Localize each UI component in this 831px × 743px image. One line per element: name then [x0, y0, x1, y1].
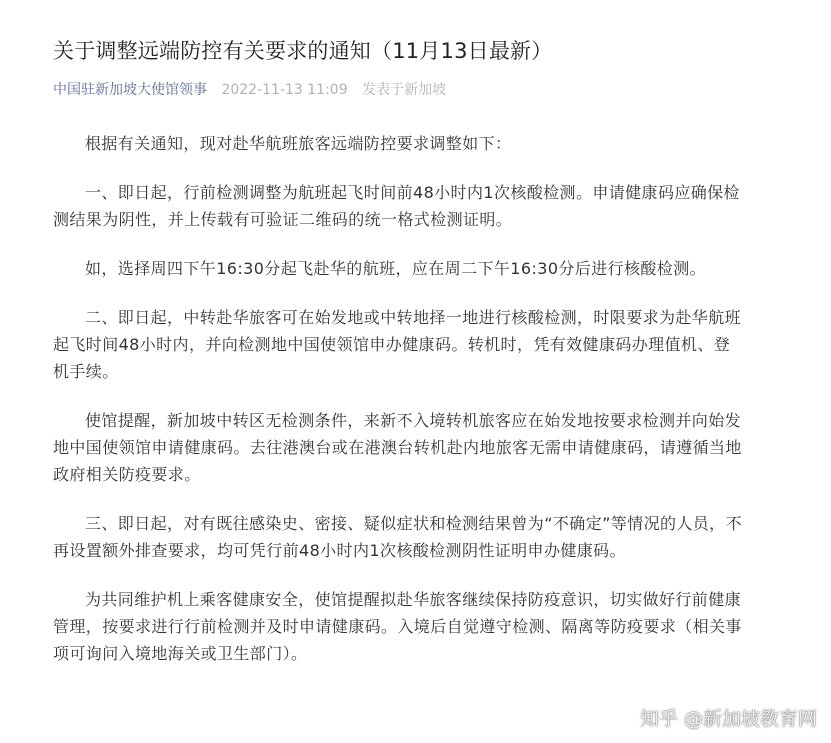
- author-link[interactable]: 中国驻新加坡大使馆领事: [53, 82, 207, 98]
- watermark: 知乎 @新加坡教育网: [639, 708, 817, 730]
- publish-location: 发表于新加坡: [362, 82, 447, 98]
- paragraph: 为共同维护机上乘客健康安全，使馆提醒拟赴华旅客继续保持防疫意识，切实做好行前健康管理，按要求进行行前检测并及时申请健康码。入境后自觉遵守检测、隔离等防疫要求（相关事项可询问入境地海关或卫生部门）。: [53, 590, 742, 663]
- article-body: [53, 130, 743, 689]
- paragraph: 二、即日起，中转赴华旅客可在始发地或中转地择一地进行核酸检测，时限要求为赴华航班起飞时间48小时内，并向检测地中国使领馆申办健康码。转机时，凭有效健康码办理值机、登机手续。: [53, 308, 742, 381]
- paragraph: 一、即日起，行前检测调整为航班起飞时间前48小时内1次核酸检测。申请健康码应确保检测结果为阴性，并上传载有可验证二维码的统一格式检测证明。: [53, 183, 740, 229]
- publish-date: 2022-11-13 11:09: [221, 82, 348, 98]
- paragraph: 根据有关通知，现对赴华航班旅客远端防控要求调整如下：: [85, 134, 512, 153]
- article-title: 关于调整远端防控有关要求的通知（11月13日最新）: [53, 39, 553, 63]
- paragraph: 三、即日起，对有既往感染史、密接、疑似症状和检测结果曾为“不确定”等情况的人员，不再设置额外排查要求，均可凭行前48小时内1次核酸检测阴性证明申办健康码。: [53, 514, 742, 560]
- paragraph: 使馆提醒，新加坡中转区无检测条件，来新不入境转机旅客应在始发地按要求检测并向始发地中国使领馆申请健康码。去往港澳台或在港澳台转机赴内地旅客无需申请健康码，请遵循当地政府相关防疫要求。: [53, 411, 742, 484]
- paragraph: 如，选择周四下午16:30分起飞赴华的航班，应在周二下午16:30分后进行核酸检测。: [85, 259, 707, 278]
- article-meta: [53, 80, 446, 100]
